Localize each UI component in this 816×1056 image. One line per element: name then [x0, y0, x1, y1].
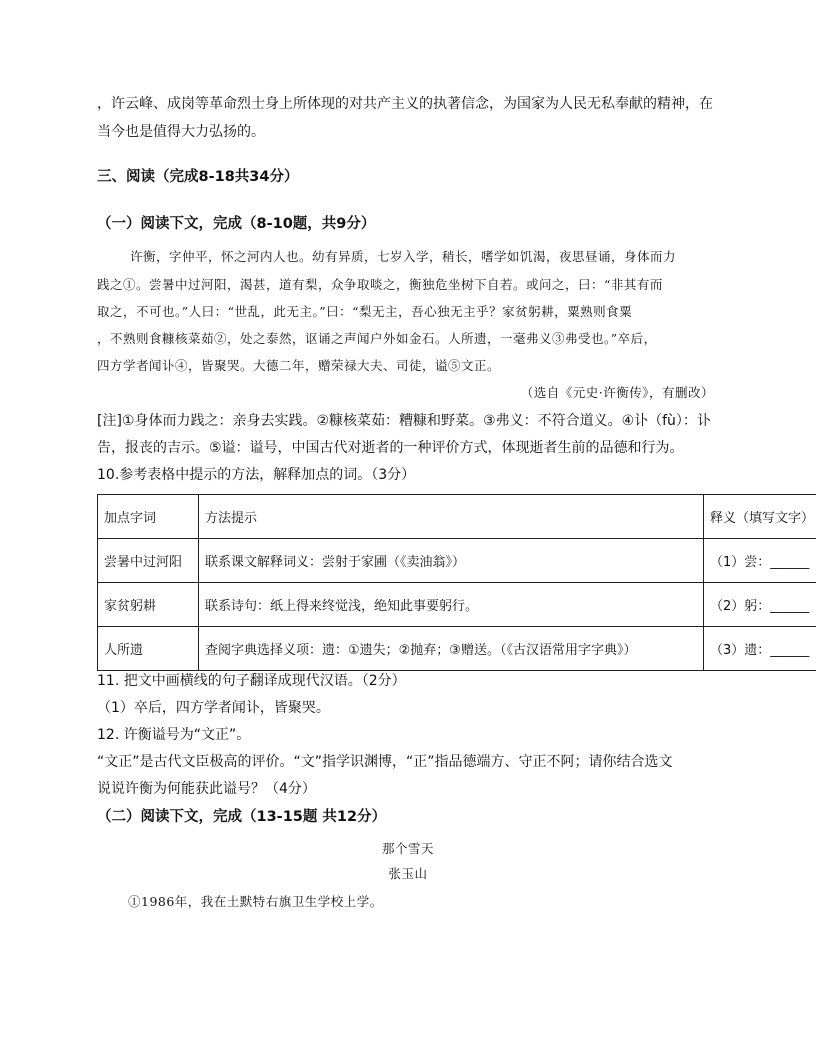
section-3-title: 三、阅读（完成8-18共34分）: [97, 169, 299, 185]
table-cell-method: 联系课文解释词义：尝射于家圃（《卖油翁》）: [199, 539, 704, 583]
passage-line-5: 四方学者闻讣④，皆聚哭。大德二年，赠荣禄大夫、司徒，谥⑤文正。: [97, 358, 501, 373]
table-header-cell: 释义（填写文字）: [704, 495, 816, 539]
table-cell-word: 家贫躬耕: [98, 583, 199, 627]
notes-line-2: 告，报丧的吉示。⑤谥：谥号，中国古代对逝者的一种评价方式，体现逝者生前的品德和行为。: [97, 440, 684, 456]
notes-line-1: [注]①身体而力践之：亲身去实践。②糠核菜茹：糟糠和野菜。③弗义：不符合道义。④讣（fù）：讣: [97, 413, 711, 429]
table-header-cell: 方法提示: [199, 495, 704, 539]
table-header-row: [98, 495, 816, 539]
story-paragraph-1: ①1986年，我在土默特右旗卫生学校上学。: [128, 894, 383, 909]
vocab-table: [97, 494, 816, 671]
table-cell-method: 查阅字典选择义项：遗：①遗失；②抛弃；③赠送。（《古汉语常用字字典》）: [199, 627, 704, 671]
table-cell-answer[interactable]: （1）尝：______: [704, 539, 816, 583]
story-author: 张玉山: [388, 866, 428, 881]
part-1-title: （一）阅读下文，完成（8-10题，共9分）: [97, 216, 376, 232]
part-2-title: （二）阅读下文，完成（13-15题 共12分）: [97, 809, 387, 825]
table-cell-answer[interactable]: （2）躬：______: [704, 583, 816, 627]
question-10: 10.参考表格中提示的方法，解释加点的词。（3分）: [97, 467, 416, 483]
table-cell-answer[interactable]: （3）遗：______: [704, 627, 816, 671]
table-row: [98, 627, 816, 671]
table-cell-word: 人所遗: [98, 627, 199, 671]
passage-line-1: 许衡，字仲平，怀之河内人也。幼有异质，七岁入学，稍长，嗜学如饥渴，夜思昼诵，身体而力: [130, 249, 677, 264]
intro-line-2: 当今也是值得大力弘扬的。: [97, 124, 265, 140]
passage-line-2: 践之①。尝暑中过河阳，渴甚，道有梨，众争取啖之，衡独危坐树下自若。或问之，曰：“非其有而: [97, 277, 663, 292]
question-11-sub-1: （1）卒后，四方学者闻讣，皆聚哭。: [97, 700, 330, 716]
intro-line-1: ，许云峰、成岗等革命烈士身上所体现的对共产主义的执著信念，为国家为人民无私奉献的精神，在: [97, 96, 713, 112]
passage-line-3: 取之，不可也。”人曰：“世乱，此无主。”曰：“梨无主，吾心独无主乎？家贫躬耕，粟熟则食粟: [97, 304, 633, 319]
question-12-line-2: 说说许衡为何能获此谥号？（4分）: [97, 781, 316, 797]
question-11: 11. 把文中画横线的句子翻译成现代汉语。（2分）: [97, 673, 406, 689]
table-row: [98, 583, 816, 627]
table-row: [98, 539, 816, 583]
question-12: 12. 许衡谥号为“文正”。: [97, 727, 251, 743]
passage-line-4: ，不熟则食糠核菜茹②，处之泰然，讴诵之声闻户外如金石。人所遗，一毫弗义③弗受也。”卒后，: [97, 331, 657, 346]
story-title: 那个雪天: [381, 841, 434, 856]
table-header-cell: 加点字词: [98, 495, 199, 539]
passage-source: （选自《元史·许衡传》，有删改）: [520, 385, 714, 400]
question-12-line-1: “文正”是古代文臣极高的评价。“文”指学识渊博，“正”指品德端方、守正不阿；请你结合选文: [97, 754, 673, 770]
table-cell-word: 尝暑中过河阳: [98, 539, 199, 583]
table-cell-method: 联系诗句：纸上得来终觉浅，绝知此事要躬行。: [199, 583, 704, 627]
